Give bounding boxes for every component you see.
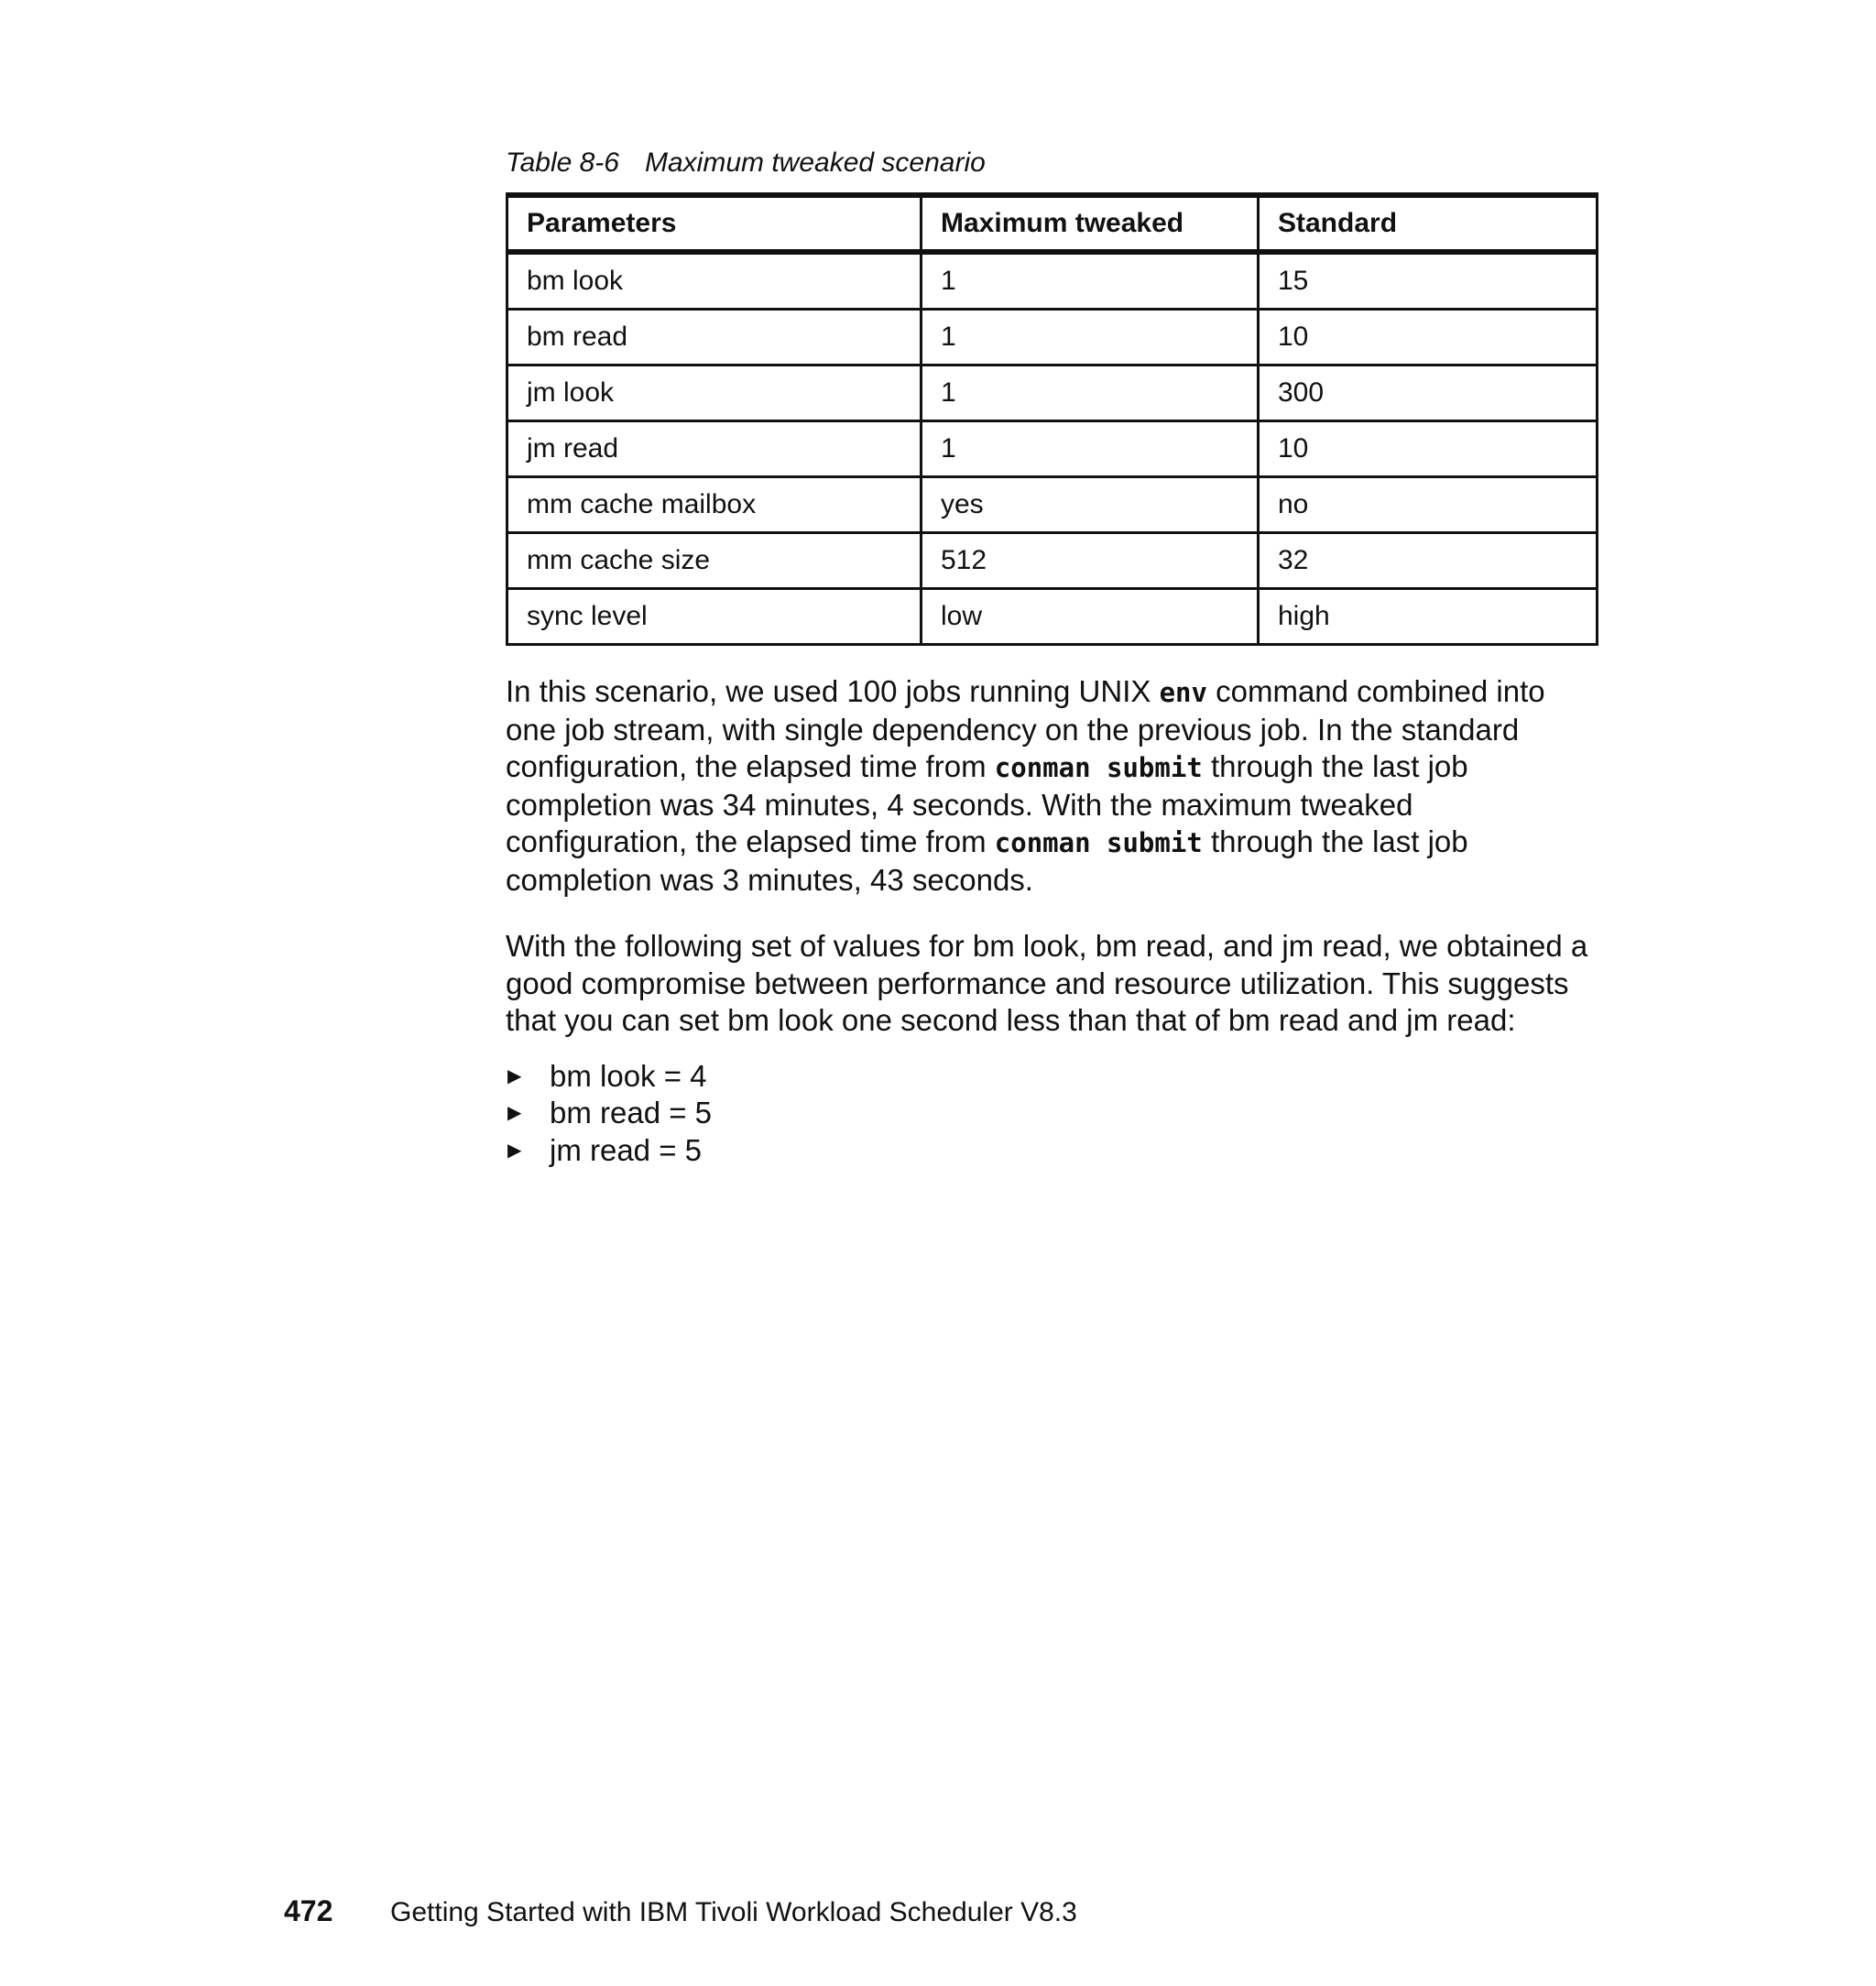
table-row: [507, 366, 1598, 421]
parameter-cell: mm cache size: [507, 533, 922, 589]
table-caption: [506, 145, 1596, 181]
table-label: Table 8-6: [506, 147, 619, 178]
standard-cell: 32: [1259, 533, 1598, 589]
book-title: Getting Started with IBM Tivoli Workload Scheduler V8.3: [390, 1897, 1077, 1927]
standard-cell: 300: [1259, 366, 1598, 421]
standard-cell: no: [1259, 477, 1598, 533]
standard-cell: 10: [1259, 421, 1598, 477]
standard-cell: 10: [1259, 310, 1598, 366]
parameter-cell: jm look: [507, 366, 922, 421]
bullet-arrow-icon: ▶: [507, 1065, 522, 1086]
parameter-cell: sync level: [507, 589, 922, 645]
parameter-cell: bm look: [507, 252, 922, 310]
standard-cell: 15: [1259, 252, 1598, 310]
bullet-arrow-icon: ▶: [507, 1103, 522, 1123]
maximum-tweaked-cell: 1: [922, 252, 1259, 310]
maximum-tweaked-cell: 512: [922, 533, 1259, 589]
inline-code-conman-submit: conman submit: [994, 827, 1203, 858]
compromise-paragraph: With the following set of values for bm look, bm read, and jm read, we obtained a good compromise between performance and resource utilization. This suggests that you can set bm look one second less than that of bm read and jm read:: [506, 929, 1588, 1037]
table-row: [507, 252, 1598, 310]
table-row: [507, 477, 1598, 533]
list-item: [506, 1132, 1596, 1170]
recommended-values-list: [506, 1058, 1596, 1170]
table-row: [507, 421, 1598, 477]
table-row: [507, 589, 1598, 645]
scenario-paragraph: [506, 673, 1596, 899]
page-content: [506, 145, 1596, 1169]
list-item: [506, 1095, 1596, 1132]
paragraph-text: through the last job completion was 3 minutes, 43 seconds.: [506, 824, 1468, 897]
page-footer: [284, 1893, 1077, 1931]
parameter-cell: jm read: [507, 421, 922, 477]
standard-cell: high: [1259, 589, 1598, 645]
list-item-text: jm read = 5: [550, 1132, 702, 1167]
maximum-tweaked-cell: 1: [922, 366, 1259, 421]
page-number: 472: [284, 1894, 333, 1927]
list-item-text: bm read = 5: [550, 1096, 713, 1129]
column-header-standard: Standard: [1259, 195, 1598, 252]
maximum-tweaked-cell: low: [922, 589, 1259, 645]
maximum-tweaked-cell: 1: [922, 421, 1259, 477]
bullet-arrow-icon: ▶: [507, 1140, 522, 1161]
table-title: Maximum tweaked scenario: [644, 147, 986, 178]
maximum-tweaked-cell: 1: [922, 310, 1259, 366]
table-header-row: [507, 195, 1598, 252]
inline-code-conman-submit: conman submit: [994, 752, 1203, 783]
parameters-table: [506, 192, 1598, 646]
parameter-cell: bm read: [507, 310, 922, 366]
paragraph-text: command combined into one job stream, with single dependency on the previous job. In the standard configuration, the elapsed time from: [506, 674, 1545, 783]
parameter-cell: mm cache mailbox: [507, 477, 922, 533]
table-row: [507, 310, 1598, 366]
list-item: [506, 1058, 1596, 1096]
paragraph-text: In this scenario, we used 100 jobs running UNIX: [506, 674, 1160, 708]
inline-code-env: env: [1159, 677, 1207, 708]
paragraph-text: through the last job completion was 34 minutes, 4 seconds. With the maximum tweaked configuration, the elapsed time from: [506, 749, 1468, 858]
table-row: [507, 533, 1598, 589]
column-header-maximum-tweaked: Maximum tweaked: [922, 195, 1259, 252]
maximum-tweaked-cell: yes: [922, 477, 1259, 533]
column-header-parameters: Parameters: [507, 195, 922, 252]
list-item-text: bm look = 4: [550, 1058, 707, 1093]
